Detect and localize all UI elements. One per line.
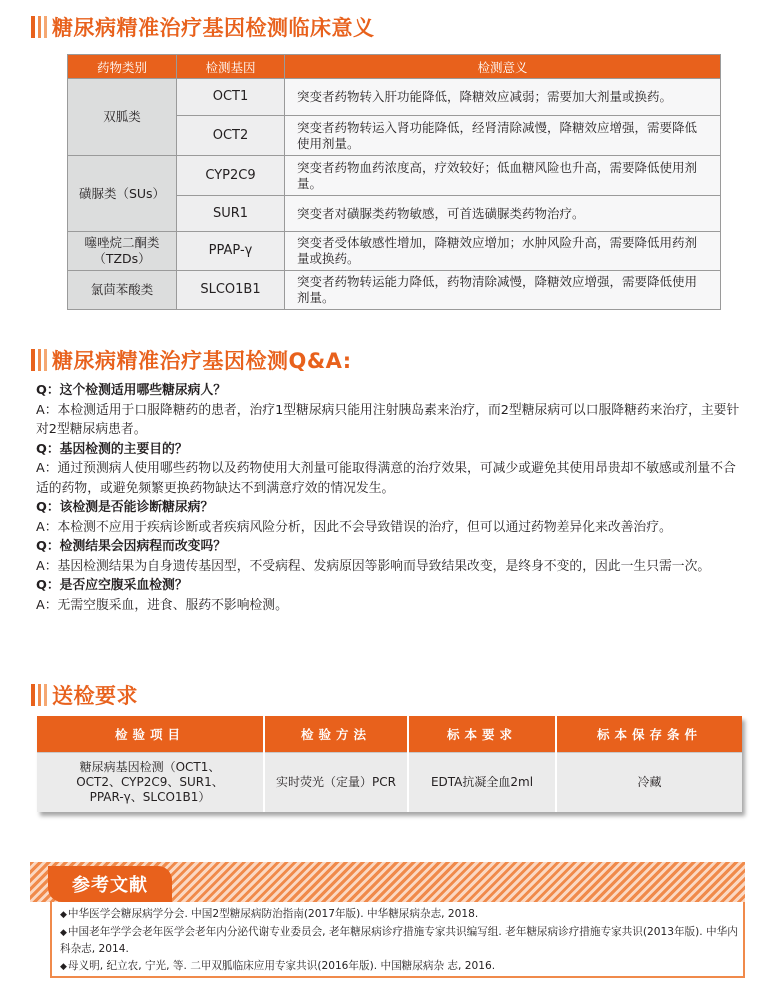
meaning-cell: 突变者药物转运能力降低，药物清除减慢，降糖效应增强，需要降低使用剂量。 — [285, 271, 721, 310]
references-list — [60, 906, 740, 975]
reference-item: ◆母义明, 纪立农, 宁光, 等. 二甲双胍临床应用专家共识(2016年版). 中国糖尿病杂 志, 2016. — [60, 959, 496, 972]
storage-cell: 冷藏 — [556, 752, 742, 812]
reference-item: ◆中国老年学学会老年医学会老年内分泌代谢专业委员会, 老年糖尿病诊疗措施专家共识编写组. 老年糖尿病诊疗措施专家共识(2013年版). 中华内科杂志, 2014. — [60, 925, 738, 955]
header-drug-class: 药物类别 — [68, 55, 177, 79]
question: Q：是否应空腹采血检测？ — [36, 578, 188, 593]
title-bars-icon — [31, 684, 47, 706]
question: Q：基因检测的主要目的？ — [36, 441, 188, 457]
meaning-cell: 突变者药物血药浓度高，疗效较好；低血糖风险也升高，需要降低使用剂量。 — [285, 156, 721, 196]
meaning-cell: 突变者药物转入肝功能降低，降糖效应减弱；需要加大剂量或换药。 — [285, 79, 721, 116]
table-row — [68, 271, 721, 310]
gene-cell: OCT2 — [177, 116, 285, 156]
title-bars-icon — [31, 16, 47, 38]
section-title-text: 糖尿病精准治疗基因检测临床意义 — [52, 16, 375, 40]
test-item-cell: 糖尿病基因检测（OCT1、OCT2、CYP2C9、SUR1、PPAR-γ、SLCO1B1） — [37, 752, 264, 812]
references-title: 参考文献 — [48, 866, 172, 902]
gene-cell: SLCO1B1 — [177, 271, 285, 310]
table-row — [37, 752, 742, 812]
meaning-cell: 突变者对磺脲类药物敏感，可首选磺脲类药物治疗。 — [285, 196, 721, 232]
question: Q：这个检测适用哪些糖尿病人？ — [36, 383, 227, 398]
header-gene: 检测基因 — [177, 55, 285, 79]
qa-list — [36, 381, 748, 615]
drug-category: 噻唑烷二酮类（TZDs） — [68, 232, 177, 271]
answer: A：通过预测病人使用哪些药物以及药物使用大剂量可能取得满意的治疗效果，可减少或避免其使用昂贵却不敏感或剂量不合适的药物，或避免频繁更换药物缺达不到满意疗效的情况发生。 — [36, 461, 736, 496]
table-row — [68, 232, 721, 271]
answer: A：无需空腹采血，进食、服药不影响检测。 — [36, 597, 288, 613]
section-title-text: 送检要求 — [52, 684, 138, 708]
question: Q：该检测是否能诊断糖尿病？ — [36, 500, 214, 515]
header-meaning: 检测意义 — [285, 55, 721, 79]
meaning-cell: 突变者受体敏感性增加，降糖效应增加；水肿风险升高，需要降低用药剂量或换药。 — [285, 232, 721, 271]
submission-table — [37, 716, 742, 812]
reference-item: ◆中华医学会糖尿病学分会. 中国2型糖尿病防治指南(2017年版). 中华糖尿病杂志, 2018. — [60, 908, 479, 920]
method-cell: 实时荧光（定量）PCR — [264, 752, 408, 812]
specimen-cell: EDTA抗凝全血2ml — [408, 752, 556, 812]
gene-cell: OCT1 — [177, 79, 285, 116]
header-test-item: 检验项目 — [37, 716, 264, 752]
drug-category: 氯茴苯酸类 — [68, 271, 177, 310]
table-row — [68, 156, 721, 196]
question: Q：检测结果会因病程而改变吗？ — [36, 539, 227, 554]
answer: A：本检测不应用于疾病诊断或者疾病风险分析，因此不会导致错误的治疗，但可以通过药物差异化来改善治疗。 — [36, 519, 672, 535]
diamond-bullet-icon: ◆ — [60, 927, 67, 938]
header-method: 检验方法 — [264, 716, 408, 752]
section-title-text: 糖尿病精准治疗基因检测Q&A: — [52, 349, 352, 373]
title-bars-icon — [31, 349, 47, 371]
answer: A：基因检测结果为自身遗传基因型，不受病程、发病原因等影响而导致结果改变，是终身不变的，因此一生只需一次。 — [36, 558, 711, 574]
clinical-significance-table — [67, 54, 721, 310]
header-specimen: 标本要求 — [408, 716, 556, 752]
answer: A：本检测适用于口服降糖药的患者，治疗1型糖尿病只能用注射胰岛素来治疗，而2型糖尿病可以口服降糖药来治疗，主要针对2型糖尿病患者。 — [36, 402, 740, 437]
meaning-cell: 突变者药物转运入肾功能降低，经肾清除减慢，降糖效应增强，需要降低使用剂量。 — [285, 116, 721, 156]
header-storage: 标本保存条件 — [556, 716, 742, 752]
diamond-bullet-icon: ◆ — [60, 961, 67, 972]
section-title-qa — [31, 345, 352, 375]
drug-category: 磺脲类（SUs） — [68, 156, 177, 232]
drug-category: 双胍类 — [68, 79, 177, 156]
section-title-clinical — [31, 12, 375, 42]
diamond-bullet-icon: ◆ — [60, 910, 67, 920]
section-title-submission — [31, 680, 138, 710]
gene-cell: CYP2C9 — [177, 156, 285, 196]
gene-cell: SUR1 — [177, 196, 285, 232]
table-row — [68, 79, 721, 116]
gene-cell: PPAP-γ — [177, 232, 285, 271]
